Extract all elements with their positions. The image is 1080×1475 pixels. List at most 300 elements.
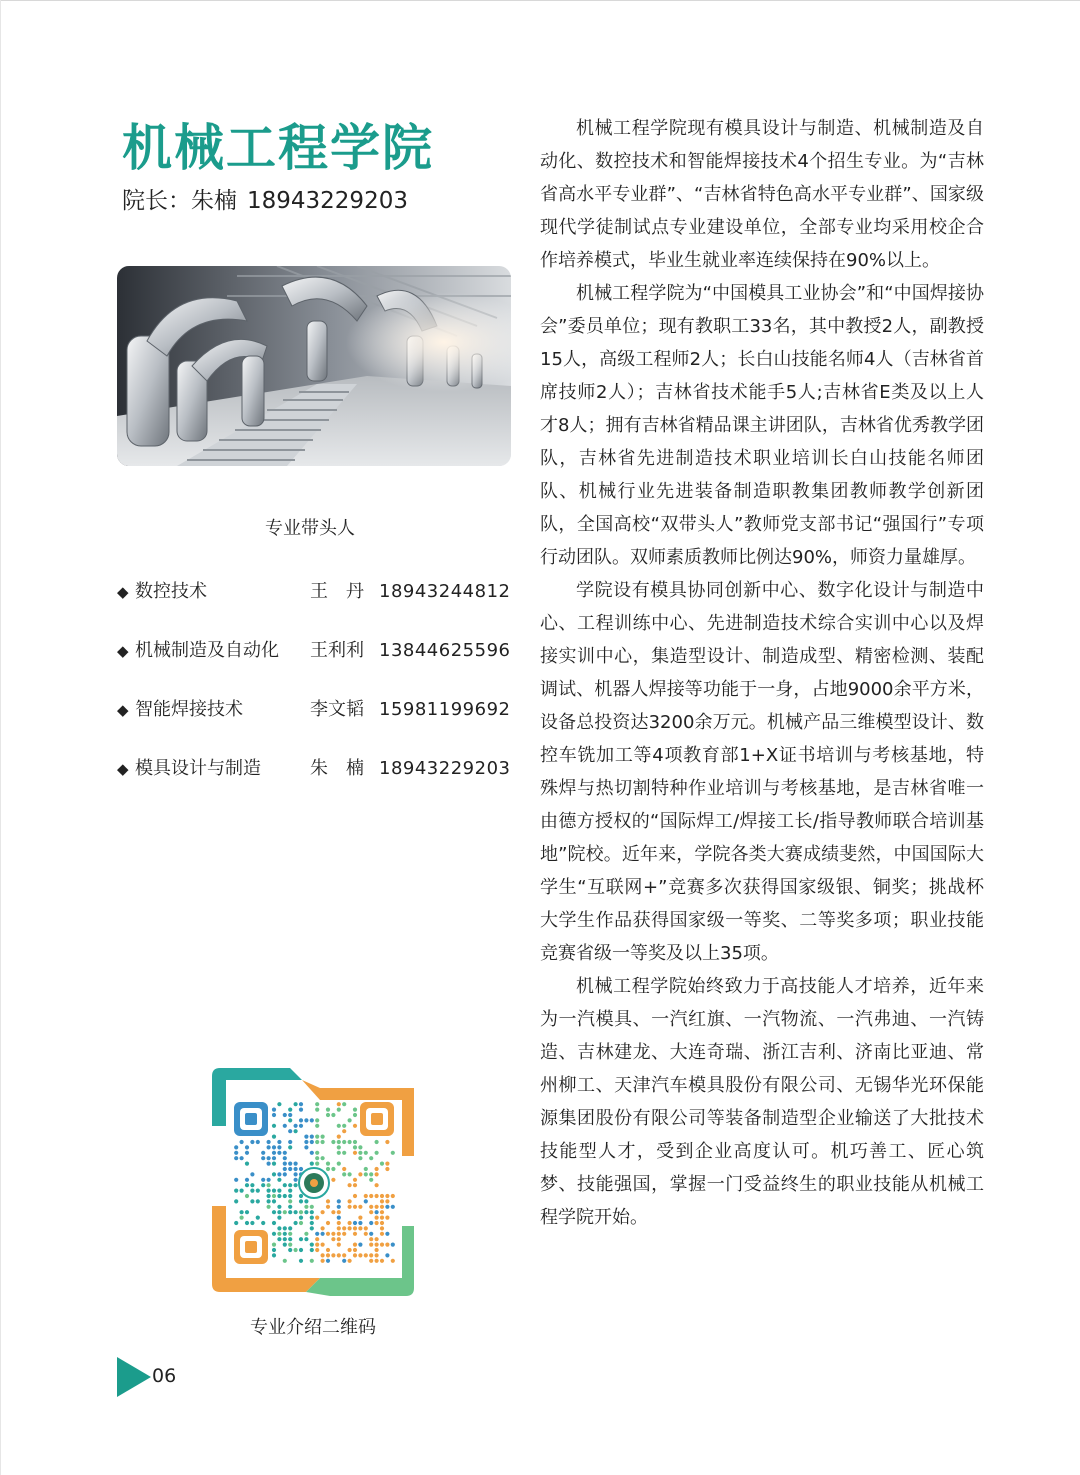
- qr-module: [234, 1156, 238, 1160]
- qr-module: [245, 1178, 249, 1182]
- qr-module: [321, 1210, 325, 1214]
- qr-module: [326, 1248, 330, 1252]
- qr-module: [304, 1135, 308, 1139]
- qr-module: [272, 1189, 276, 1193]
- qr-module: [391, 1259, 395, 1263]
- qr-module: [353, 1253, 357, 1257]
- qr-module: [288, 1189, 292, 1193]
- leader-row: [117, 579, 509, 605]
- qr-module: [337, 1102, 341, 1106]
- qr-module: [277, 1178, 281, 1182]
- qr-module: [353, 1205, 357, 1209]
- leader-phone: 18943244812: [379, 581, 511, 602]
- qr-module: [294, 1183, 298, 1187]
- qr-module: [326, 1113, 330, 1117]
- qr-module: [250, 1189, 254, 1193]
- qr-module: [348, 1183, 352, 1187]
- qr-module: [299, 1259, 303, 1263]
- qr-module: [337, 1243, 341, 1247]
- qr-module: [342, 1129, 346, 1133]
- qr-module: [288, 1167, 292, 1171]
- qr-module: [283, 1156, 287, 1160]
- qr-module: [353, 1140, 357, 1144]
- qr-module: [326, 1253, 330, 1257]
- qr-module: [277, 1226, 281, 1230]
- qr-module: [358, 1151, 362, 1155]
- qr-module: [337, 1145, 341, 1149]
- leader-major: 智能焊接技术: [135, 699, 243, 720]
- qr-module: [337, 1226, 341, 1230]
- qr-module: [304, 1237, 308, 1241]
- qr-module: [385, 1194, 389, 1198]
- qr-module: [272, 1243, 276, 1247]
- qr-module: [369, 1194, 373, 1198]
- qr-module: [267, 1178, 271, 1182]
- qr-module: [234, 1189, 238, 1193]
- qr-module: [337, 1162, 341, 1166]
- qr-module: [385, 1162, 389, 1166]
- qr-module: [353, 1183, 357, 1187]
- qr-module: [358, 1172, 362, 1176]
- qr-module: [294, 1167, 298, 1171]
- qr-module: [369, 1232, 373, 1236]
- qr-module: [369, 1221, 373, 1225]
- qr-module: [348, 1226, 352, 1230]
- qr-module: [358, 1145, 362, 1149]
- qr-module: [337, 1108, 341, 1112]
- qr-module: [315, 1124, 319, 1128]
- qr-module: [369, 1156, 373, 1160]
- qr-module: [326, 1205, 330, 1209]
- leader-phone: 13844625596: [379, 640, 511, 661]
- qr-module: [310, 1205, 314, 1209]
- qr-module: [337, 1205, 341, 1209]
- qr-module: [342, 1140, 346, 1144]
- qr-module: [272, 1210, 276, 1214]
- qr-module: [385, 1243, 389, 1247]
- qr-module: [364, 1199, 368, 1203]
- qr-module: [353, 1113, 357, 1117]
- qr-module: [315, 1140, 319, 1144]
- qr-module: [315, 1232, 319, 1236]
- qr-module: [267, 1194, 271, 1198]
- qr-module: [326, 1221, 330, 1225]
- qr-module: [369, 1243, 373, 1247]
- qr-module: [348, 1259, 352, 1263]
- qr-module: [283, 1210, 287, 1214]
- qr-module: [348, 1172, 352, 1176]
- qr-module: [272, 1232, 276, 1236]
- diamond-bullet-icon: ◆: [117, 642, 129, 660]
- qr-module: [364, 1172, 368, 1176]
- qr-module: [321, 1232, 325, 1236]
- qr-module: [256, 1216, 260, 1220]
- qr-module: [375, 1172, 379, 1176]
- qr-module: [267, 1205, 271, 1209]
- qr-module: [385, 1140, 389, 1144]
- qr-module: [261, 1183, 265, 1187]
- qr-module: [315, 1162, 319, 1166]
- leader-major: 模具设计与制造: [135, 758, 261, 779]
- page-triangle-icon: [117, 1357, 151, 1401]
- qr-module: [283, 1167, 287, 1171]
- qr-module: [272, 1199, 276, 1203]
- qr-module: [331, 1167, 335, 1171]
- qr-module: [342, 1167, 346, 1171]
- diamond-bullet-icon: ◆: [117, 701, 129, 719]
- qr-module: [385, 1216, 389, 1220]
- qr-module: [380, 1232, 384, 1236]
- qr-module: [245, 1162, 249, 1166]
- qr-module: [358, 1221, 362, 1225]
- qr-module: [234, 1151, 238, 1155]
- qr-module: [304, 1140, 308, 1144]
- leader-row: [117, 638, 509, 664]
- qr-module: [299, 1199, 303, 1203]
- qr-module: [380, 1199, 384, 1203]
- qr-module: [304, 1118, 308, 1122]
- qr-module: [261, 1156, 265, 1160]
- qr-module: [310, 1221, 314, 1225]
- qr-module: [337, 1210, 341, 1214]
- qr-module: [299, 1102, 303, 1106]
- qr-module: [277, 1237, 281, 1241]
- qr-code[interactable]: [210, 1066, 416, 1298]
- qr-module: [310, 1210, 314, 1214]
- qr-module: [385, 1253, 389, 1257]
- qr-module: [245, 1183, 249, 1187]
- qr-module: [272, 1151, 276, 1155]
- qr-module: [294, 1124, 298, 1128]
- body-paragraph: 机械工程学院为“中国模具工业协会”和“中国焊接协会”委员单位；现有教职工33名，其中教授2人，副教授15人，高级工程师2人；长白山技能名师4人（吉林省首席技师2人）；吉林省技术能手5人;吉林省E类及以上人才8人；拥有吉林省精品课主讲团队，吉林省优秀教学团队，吉林省先进制造技术职业培训长白山技能名师团队、机械行业先进装备制造职教集团教师教学创新团队，全国高校“双带头人”教师党支部书记“强国行”专项行动团队。双师素质教师比例达90%，师资力量雄厚。: [540, 283, 984, 568]
- qr-module: [348, 1221, 352, 1225]
- qr-module: [321, 1135, 325, 1139]
- qr-module: [331, 1210, 335, 1214]
- qr-module: [277, 1205, 281, 1209]
- qr-module: [299, 1108, 303, 1112]
- qr-module: [342, 1151, 346, 1155]
- qr-module: [358, 1156, 362, 1160]
- qr-module: [385, 1199, 389, 1203]
- qr-module: [294, 1221, 298, 1225]
- qr-module: [240, 1210, 244, 1214]
- qr-module: [353, 1243, 357, 1247]
- qr-module: [288, 1205, 292, 1209]
- qr-module: [250, 1221, 254, 1225]
- qr-module: [310, 1135, 314, 1139]
- qr-module: [348, 1140, 352, 1144]
- qr-module: [304, 1232, 308, 1236]
- qr-module: [315, 1243, 319, 1247]
- qr-module: [315, 1102, 319, 1106]
- qr-module: [353, 1145, 357, 1149]
- qr-module: [375, 1194, 379, 1198]
- qr-module: [272, 1162, 276, 1166]
- qr-module: [353, 1178, 357, 1182]
- qr-module: [321, 1253, 325, 1257]
- qr-module: [380, 1194, 384, 1198]
- qr-module: [321, 1243, 325, 1247]
- qr-module: [283, 1113, 287, 1117]
- qr-module: [272, 1253, 276, 1257]
- qr-module: [283, 1172, 287, 1176]
- qr-module: [277, 1140, 281, 1144]
- qr-module: [240, 1189, 244, 1193]
- qr-module: [342, 1226, 346, 1230]
- qr-module: [369, 1259, 373, 1263]
- qr-module: [283, 1194, 287, 1198]
- leader-name: 李文韬: [310, 699, 364, 720]
- qr-module: [272, 1221, 276, 1225]
- qr-module: [315, 1135, 319, 1139]
- qr-module: [299, 1248, 303, 1252]
- dean-phone: 18943229203: [247, 188, 408, 214]
- qr-module: [331, 1253, 335, 1257]
- qr-module: [337, 1237, 341, 1241]
- qr-module: [326, 1259, 330, 1263]
- qr-module: [277, 1172, 281, 1176]
- qr-module: [283, 1226, 287, 1230]
- qr-module: [310, 1118, 314, 1122]
- page-number: 06: [152, 1365, 177, 1387]
- dean-label: 院长：朱楠: [122, 188, 237, 214]
- qr-module: [272, 1172, 276, 1176]
- qr-module: [277, 1102, 281, 1106]
- qr-module: [375, 1183, 379, 1187]
- qr-module: [288, 1145, 292, 1149]
- qr-module: [337, 1140, 341, 1144]
- qr-module: [337, 1216, 341, 1220]
- qr-module: [283, 1183, 287, 1187]
- qr-module: [326, 1167, 330, 1171]
- qr-module: [364, 1232, 368, 1236]
- leader-name: 王利利: [310, 640, 364, 661]
- qr-module: [299, 1167, 303, 1171]
- qr-module: [348, 1118, 352, 1122]
- qr-module: [288, 1113, 292, 1117]
- qr-module: [369, 1178, 373, 1182]
- qr-module: [288, 1232, 292, 1236]
- qr-module: [331, 1232, 335, 1236]
- qr-module: [267, 1162, 271, 1166]
- qr-module: [294, 1129, 298, 1133]
- qr-module: [304, 1210, 308, 1214]
- qr-module: [342, 1124, 346, 1128]
- leader-major: 数控技术: [135, 581, 207, 602]
- qr-module: [256, 1140, 260, 1144]
- qr-module: [380, 1210, 384, 1214]
- qr-module: [250, 1183, 254, 1187]
- qr-module: [288, 1140, 292, 1144]
- qr-module: [385, 1205, 389, 1209]
- qr-module: [385, 1232, 389, 1236]
- qr-module: [353, 1151, 357, 1155]
- qr-module: [348, 1199, 352, 1203]
- qr-module: [391, 1205, 395, 1209]
- leader-name: 王 丹: [310, 581, 364, 602]
- body-paragraph: 机械工程学院始终致力于高技能人才培养，近年来为一汽模具、一汽红旗、一汽物流、一汽弗迪、一汽铸造、吉林建龙、大连奇瑞、浙江吉利、济南比亚迪、常州柳工、天津汽车模具股份有限公司、无锡华光环保能源集团股份有限公司等装备制造型企业输送了大批技术技能型人才，受到企业高度认可。机巧善工、匠心筑梦、技能强国，掌握一门受益终生的职业技能从机械工程学院开始。: [540, 976, 984, 1228]
- qr-module: [283, 1232, 287, 1236]
- qr-module: [375, 1237, 379, 1241]
- qr-module: [299, 1194, 303, 1198]
- qr-module: [288, 1226, 292, 1230]
- qr-module: [385, 1167, 389, 1171]
- qr-module: [294, 1210, 298, 1214]
- qr-module: [294, 1162, 298, 1166]
- qr-module: [283, 1124, 287, 1128]
- qr-module: [375, 1216, 379, 1220]
- qr-module: [310, 1226, 314, 1230]
- qr-module: [288, 1129, 292, 1133]
- qr-module: [337, 1221, 341, 1225]
- qr-module: [353, 1194, 357, 1198]
- qr-module: [315, 1108, 319, 1112]
- leader-major: 机械制造及自动化: [135, 640, 279, 661]
- qr-module: [380, 1243, 384, 1247]
- qr-module: [299, 1118, 303, 1122]
- qr-module: [267, 1189, 271, 1193]
- qr-module: [369, 1205, 373, 1209]
- qr-module: [326, 1232, 330, 1236]
- leader-row: [117, 756, 509, 782]
- qr-module: [277, 1189, 281, 1193]
- qr-module: [245, 1145, 249, 1149]
- qr-module: [288, 1162, 292, 1166]
- qr-module: [283, 1259, 287, 1263]
- qr-module: [283, 1237, 287, 1241]
- qr-module: [250, 1172, 254, 1176]
- qr-module: [326, 1162, 330, 1166]
- qr-module: [380, 1226, 384, 1230]
- robot-factory-photo: [117, 266, 511, 466]
- qr-module: [321, 1259, 325, 1263]
- qr-module: [288, 1210, 292, 1214]
- diamond-bullet-icon: ◆: [117, 583, 129, 601]
- dean-info: [122, 182, 408, 215]
- qr-module: [358, 1226, 362, 1230]
- qr-module: [310, 1140, 314, 1144]
- qr-module: [380, 1162, 384, 1166]
- qr-module: [375, 1253, 379, 1257]
- qr-module: [337, 1151, 341, 1155]
- leader-name: 朱 楠: [310, 758, 364, 779]
- qr-module: [288, 1118, 292, 1122]
- qr-module: [288, 1108, 292, 1112]
- qr-module: [358, 1216, 362, 1220]
- qr-module: [364, 1194, 368, 1198]
- qr-module: [375, 1205, 379, 1209]
- qr-module: [337, 1199, 341, 1203]
- qr-module: [288, 1243, 292, 1247]
- qr-module: [380, 1221, 384, 1225]
- qr-module: [283, 1162, 287, 1166]
- qr-module: [277, 1216, 281, 1220]
- qr-module: [245, 1210, 249, 1214]
- qr-module: [358, 1253, 362, 1257]
- qr-module: [294, 1248, 298, 1252]
- qr-module: [261, 1221, 265, 1225]
- qr-module: [310, 1216, 314, 1220]
- qr-module: [288, 1183, 292, 1187]
- qr-module: [364, 1253, 368, 1257]
- qr-module: [348, 1248, 352, 1252]
- qr-module: [294, 1102, 298, 1106]
- qr-module: [391, 1194, 395, 1198]
- qr-module: [267, 1199, 271, 1203]
- qr-module: [299, 1216, 303, 1220]
- qr-module: [321, 1226, 325, 1230]
- qr-module: [369, 1210, 373, 1214]
- qr-module: [358, 1205, 362, 1209]
- body-paragraph: 学院设有模具协同创新中心、数字化设计与制造中心、工程训练中心、先进制造技术综合实训中心以及焊接实训中心，集造型设计、制造成型、精密检测、装配调试、机器人焊接等功能于一身，占地9000余平方米，设备总投资达3200余万元。机械产品三维模型设计、数控车铣加工等4项教育部1+X证书培训与考核基地，特殊焊与热切割特种作业培训与考核基地，是吉林省唯一由德方授权的“国际焊工/焊接工长/指导教师联合培训基地”院校。近年来，学院各类大赛成绩斐然，中国国际大学生“互联网+”竞赛多次获得国家级银、铜奖；挑战杯大学生作品获得国家级一等奖、二等奖多项；职业技能竞赛省级一等奖及以上35项。: [540, 580, 984, 964]
- qr-module: [310, 1151, 314, 1155]
- qr-module: [331, 1113, 335, 1117]
- qr-module: [369, 1172, 373, 1176]
- qr-module: [267, 1145, 271, 1149]
- qr-module: [267, 1183, 271, 1187]
- qr-module: [240, 1156, 244, 1160]
- qr-module: [342, 1172, 346, 1176]
- qr-module: [342, 1259, 346, 1263]
- qr-caption: 专业介绍二维码: [250, 1317, 376, 1338]
- qr-module: [304, 1145, 308, 1149]
- qr-module: [315, 1248, 319, 1252]
- qr-module: [272, 1113, 276, 1117]
- qr-module: [315, 1151, 319, 1155]
- qr-module: [315, 1118, 319, 1122]
- qr-module: [310, 1162, 314, 1166]
- qr-module: [348, 1205, 352, 1209]
- qr-module: [256, 1199, 260, 1203]
- qr-module: [277, 1151, 281, 1155]
- qr-module: [250, 1140, 254, 1144]
- qr-module: [331, 1178, 335, 1182]
- qr-module: [315, 1216, 319, 1220]
- leader-phone: 18943229203: [379, 758, 511, 779]
- qr-module: [299, 1237, 303, 1241]
- qr-module: [375, 1210, 379, 1214]
- qr-module: [326, 1108, 330, 1112]
- qr-module: [240, 1216, 244, 1220]
- qr-module: [294, 1172, 298, 1176]
- qr-module: [369, 1253, 373, 1257]
- qr-module: [272, 1248, 276, 1252]
- body-paragraph: 机械工程学院现有模具设计与制造、机械制造及自动化、数控技术和智能焊接技术4个招生专业。为“吉林省高水平专业群”、“吉林省特色高水平专业群”、国家级现代学徒制试点专业建设单位，全部专业均采用校企合作培养模式，毕业生就业率连续保持在90%以上。: [540, 118, 984, 271]
- qr-module: [353, 1248, 357, 1252]
- qr-module: [375, 1243, 379, 1247]
- qr-module: [369, 1237, 373, 1241]
- diamond-bullet-icon: ◆: [117, 760, 129, 778]
- qr-module: [288, 1237, 292, 1241]
- qr-module: [375, 1140, 379, 1144]
- qr-module: [267, 1156, 271, 1160]
- qr-module: [380, 1205, 384, 1209]
- qr-module: [234, 1199, 238, 1203]
- body-text: [540, 112, 984, 1234]
- qr-module: [315, 1237, 319, 1241]
- qr-module: [272, 1156, 276, 1160]
- qr-module: [321, 1140, 325, 1144]
- qr-module: [353, 1226, 357, 1230]
- qr-module: [294, 1178, 298, 1182]
- qr-module: [310, 1259, 314, 1263]
- qr-module: [304, 1205, 308, 1209]
- qr-module: [277, 1210, 281, 1214]
- qr-module: [353, 1232, 357, 1236]
- qr-module: [272, 1124, 276, 1128]
- qr-module: [288, 1199, 292, 1203]
- qr-module: [337, 1253, 341, 1257]
